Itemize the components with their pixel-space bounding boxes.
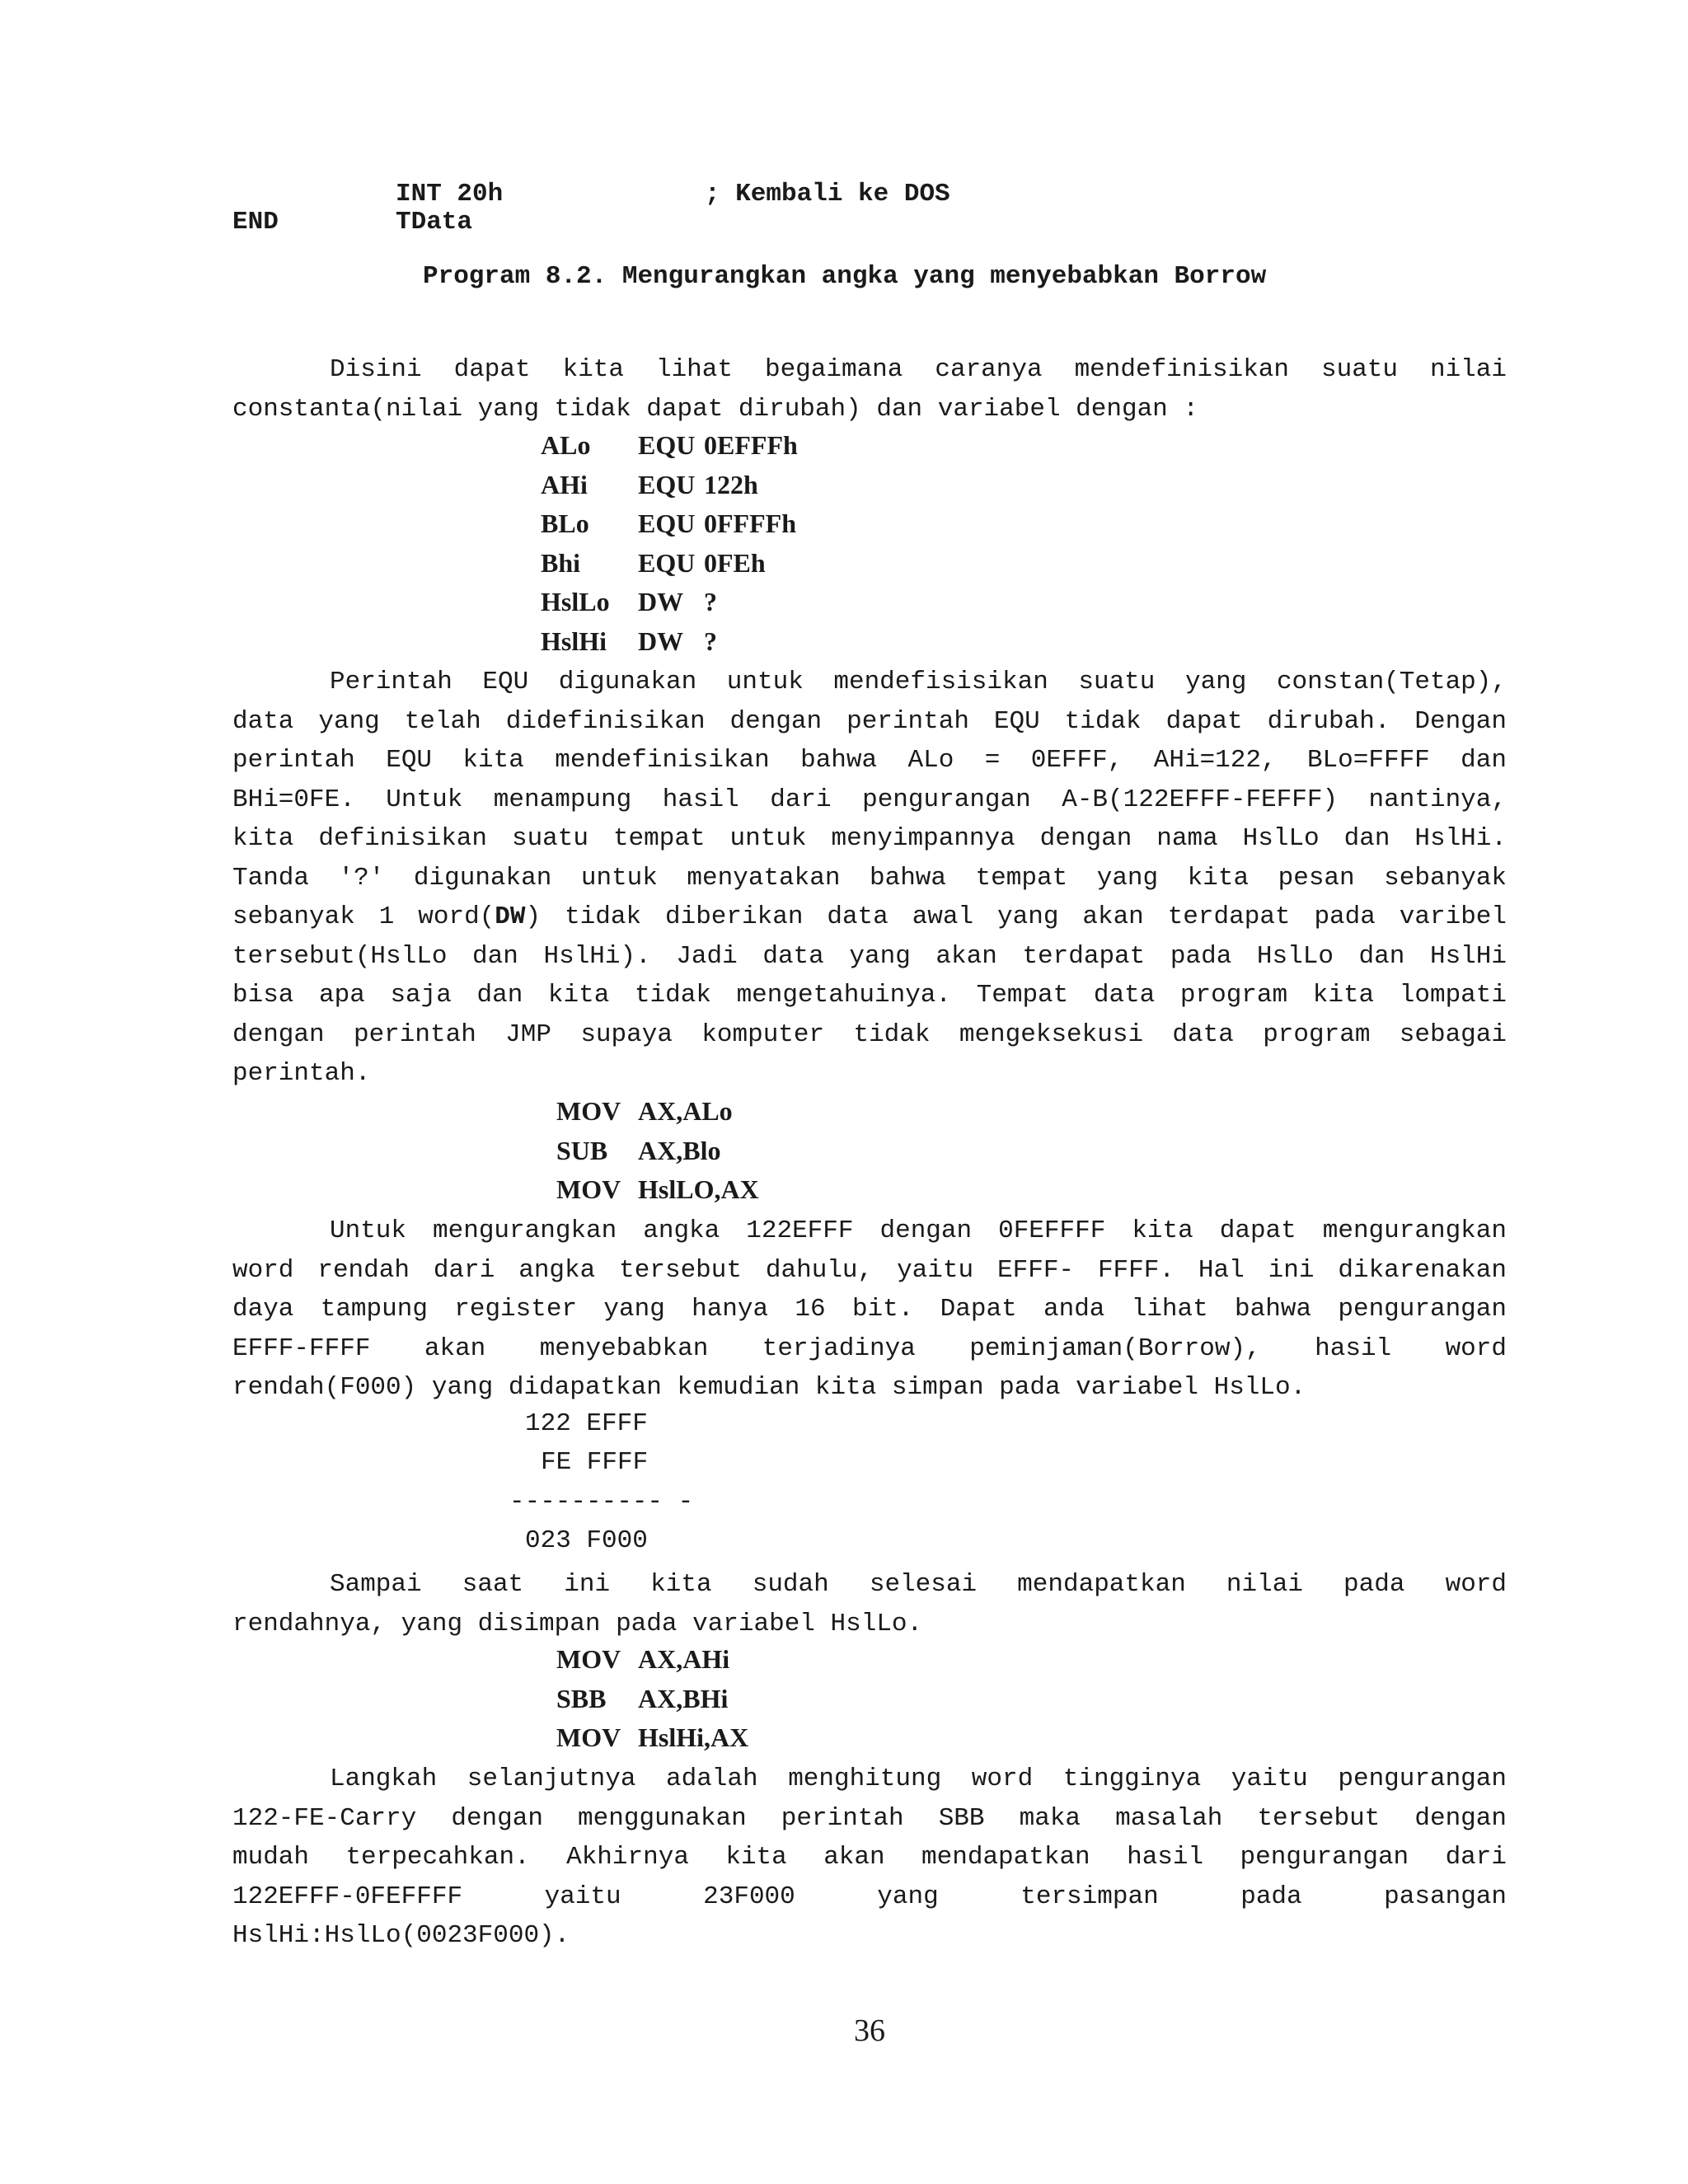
- paragraph-line: rendah(F000) yang didapatkan kemudian kita simpan pada variabel HslLo.: [232, 1373, 1306, 1402]
- paragraph-line: Untuk mengurangkan angka 122EFFF dengan 0FEFFFF kita dapat mengurangkan: [330, 1216, 1507, 1245]
- def-op: EQU: [638, 547, 696, 578]
- paragraph-line: data yang telah didefinisikan dengan perintah EQU tidak dapat dirubah. Dengan: [232, 706, 1507, 736]
- asm-operand: HslLO,AX: [638, 1174, 759, 1204]
- asm-operand: AX,AHi: [638, 1644, 730, 1674]
- bold-dw: DW: [495, 902, 526, 931]
- code-end-label: END: [232, 208, 279, 237]
- paragraph-line: 122-FE-Carry dengan menggunakan perintah SBB maka masalah tersebut dengan: [232, 1803, 1507, 1833]
- def-name: AHi: [541, 469, 588, 499]
- asm-block-low-word: [556, 1096, 886, 1220]
- paragraph-line: BHi=0FE. Untuk menampung hasil dari pengurangan A-B(122EFFF-FEFFF) nantinya,: [232, 785, 1507, 814]
- program-caption: Program 8.2. Mengurangkan angka yang menyebabkan Borrow: [423, 262, 1267, 291]
- def-op: EQU: [638, 430, 696, 460]
- calc-subtrahend: FE FFFF: [541, 1448, 649, 1477]
- paragraph-line: Disini dapat kita lihat begaimana caranya mendefinisikan suatu nilai: [330, 355, 1507, 384]
- asm-opcode: MOV: [556, 1096, 621, 1126]
- calc-minuend: 122 EFFF: [525, 1409, 648, 1438]
- asm-block-high-word: [556, 1644, 886, 1768]
- paragraph-line: Perintah EQU digunakan untuk mendefisisikan suatu yang constan(Tetap),: [330, 668, 1507, 696]
- asm-opcode: MOV: [556, 1644, 621, 1674]
- paragraph-low-result: [232, 1565, 1507, 1643]
- def-op: DW: [638, 587, 684, 616]
- paragraph-line: word rendah dari angka tersebut dahulu, yaitu EFFF- FFFF. Hal ini dikarenakan: [232, 1255, 1507, 1285]
- paragraph-line: constanta(nilai yang tidak dapat dirubah) dan variabel dengan :: [232, 394, 1198, 424]
- def-value: ?: [704, 626, 717, 656]
- paragraph-line: [232, 898, 1507, 937]
- paragraph-intro: [232, 350, 1507, 429]
- def-value: 0FEh: [704, 547, 766, 578]
- def-name: HslLo: [541, 587, 610, 616]
- asm-operand: AX,BHi: [638, 1683, 729, 1713]
- paragraph-line: Sampai saat ini kita sudah selesai mendapatkan nilai pada word: [330, 1570, 1507, 1599]
- paragraph-line: Tanda '?' digunakan untuk menyatakan bahwa tempat yang kita pesan sebanyak: [232, 863, 1507, 893]
- code-end-operand: TData: [396, 208, 473, 237]
- text-run: tidak diberikan data awal yang akan terdapat pada varibel: [565, 902, 1507, 931]
- def-value: 0FFFFh: [704, 509, 796, 538]
- paragraph-line: perintah EQU kita mendefinisikan bahwa ALo = 0EFFF, AHi=122, BLo=FFFF dan: [232, 746, 1507, 775]
- calc-result: 023 F000: [525, 1526, 648, 1555]
- asm-opcode: SBB: [556, 1683, 607, 1713]
- asm-opcode: SUB: [556, 1135, 608, 1165]
- code-int-instruction: INT 20h: [396, 180, 504, 209]
- def-name: ALo: [541, 430, 591, 460]
- paragraph-high-word: [232, 1760, 1507, 1956]
- def-value: 122h: [704, 469, 758, 499]
- def-name: BLo: [541, 509, 589, 538]
- paragraph-line: bisa apa saja dan kita tidak mengetahuinya. Tempat data program kita lompati: [232, 981, 1507, 1010]
- paragraph-line: daya tampung register yang hanya 16 bit. Dapat anda lihat bahwa pengurangan: [232, 1295, 1507, 1324]
- def-value: ?: [704, 587, 717, 616]
- asm-operand: AX,ALo: [638, 1096, 733, 1126]
- paragraph-line: tersebut(HslLo dan HslHi). Jadi data yang akan terdapat pada HslLo dan HslHi: [232, 941, 1507, 971]
- code-comment: ; Kembali ke DOS: [705, 180, 950, 209]
- paragraph-line: EFFF-FFFF akan menyebabkan terjadinya peminjaman(Borrow), hasil word: [232, 1333, 1507, 1363]
- asm-operand: HslHi,AX: [638, 1722, 749, 1752]
- paragraph-line: perintah.: [232, 1059, 371, 1088]
- paragraph-equ: [232, 663, 1507, 1094]
- paragraph-line: rendahnya, yang disimpan pada variabel HslLo.: [232, 1609, 923, 1638]
- def-name: Bhi: [541, 547, 581, 578]
- paragraph-low-word: [232, 1212, 1507, 1408]
- paragraph-line: 122EFFF-0FEFFFF yaitu 23F000 yang tersimpan pada pasangan: [232, 1882, 1507, 1911]
- page-number: 36: [854, 2013, 885, 2048]
- paragraph-line: mudah terpecahkan. Akhirnya kita akan mendapatkan hasil pengurangan dari: [232, 1843, 1507, 1872]
- def-op: EQU: [638, 469, 696, 499]
- asm-opcode: MOV: [556, 1722, 621, 1752]
- paragraph-line: kita definisikan suatu tempat untuk menyimpannya dengan nama HslLo dan HslHi.: [232, 824, 1507, 853]
- def-name: HslHi: [541, 626, 607, 656]
- paragraph-line: HslHi:HslLo(0023F000).: [232, 1921, 570, 1950]
- asm-opcode: MOV: [556, 1174, 621, 1204]
- paragraph-line: dengan perintah JMP supaya komputer tidak mengeksekusi data program sebagai: [232, 1019, 1507, 1049]
- equ-definitions: [541, 430, 870, 669]
- def-value: 0EFFFh: [704, 430, 798, 460]
- text-run: sebanyak 1 word(: [232, 902, 495, 931]
- def-op: EQU: [638, 509, 696, 538]
- asm-operand: AX,Blo: [638, 1135, 721, 1165]
- text-run: ): [525, 902, 542, 931]
- paragraph-line: Langkah selanjutnya adalah menghitung word tingginya yaitu pengurangan: [330, 1765, 1507, 1793]
- def-op: DW: [638, 626, 684, 656]
- calc-separator: ---------- -: [509, 1488, 694, 1516]
